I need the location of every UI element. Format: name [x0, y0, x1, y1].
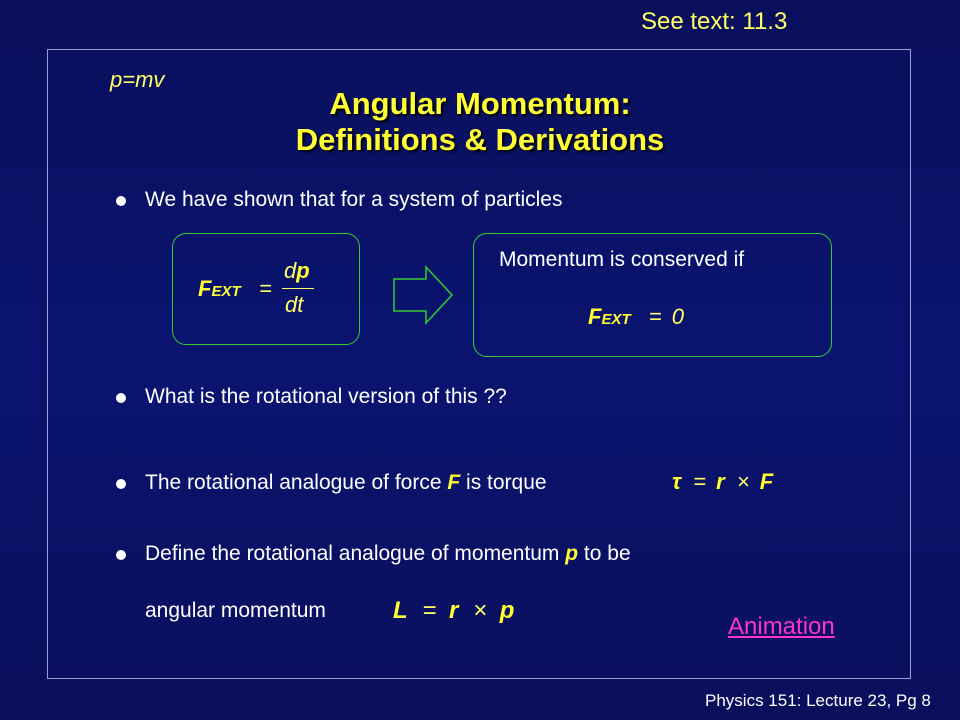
zero-force-equation: FEXT = 0: [588, 304, 684, 329]
right-arrow-icon: [392, 265, 456, 325]
bullet-text: Define the rotational analogue of momentum p to be: [145, 542, 631, 565]
animation-link[interactable]: Animation: [728, 613, 835, 640]
footer-page-info: Physics 151: Lecture 23, Pg 8: [705, 691, 931, 710]
slide-title: [200, 86, 760, 158]
bullet-item-4: [116, 542, 776, 568]
numerator-dp: dp: [284, 258, 310, 283]
bullet-dot: [116, 393, 126, 403]
bullet-text: We have shown that for a system of particles: [145, 188, 563, 211]
title-line-1: Angular Momentum:: [329, 86, 631, 121]
denominator-dt: dt: [285, 292, 304, 317]
bullet-dot: [116, 196, 126, 206]
angular-momentum-equation: L = r × p: [393, 597, 515, 624]
fraction-bar: [282, 288, 314, 289]
see-text-reference: See text: 11.3: [641, 8, 788, 35]
title-line-2: Definitions & Derivations: [295, 122, 665, 157]
bullet-text: What is the rotational version of this ??: [145, 385, 507, 408]
torque-equation: τ = r × F: [672, 469, 774, 494]
bullet-text: The rotational analogue of force F is torque: [145, 471, 547, 494]
equals-sign: =: [259, 276, 272, 301]
bullet-dot: [116, 550, 126, 560]
bullet-item-1: [116, 188, 716, 214]
bullet-item-2: [116, 385, 676, 411]
force-symbol: FEXT: [198, 276, 241, 301]
momentum-note: p=mv: [110, 67, 165, 92]
bullet-item-3: [116, 471, 676, 497]
momentum-conserved-label: Momentum is conserved if: [499, 248, 745, 271]
bullet-dot: [116, 479, 126, 489]
bullet-item-4-continuation: angular momentum: [145, 599, 326, 622]
